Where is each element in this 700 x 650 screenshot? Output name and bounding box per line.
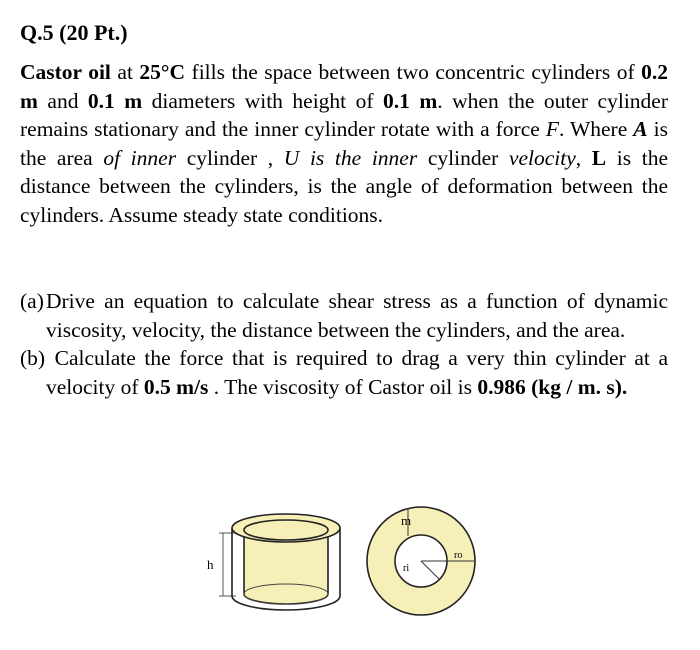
problem-statement: Castor oil at 25°C fills the space between two concentric cylinders of 0.2 m and 0.1 m diameters with height of 0.1 m. when the outer cylinder remains stationary and the inner cylinder rotate with a force F. Where A is the area of inner cylinder , U is the inner cylinder velocity, L is the distance between the cylinders, is the angle of deformation between the cylinders. Assume steady state conditions. — [20, 60, 669, 227]
cylinders-diagram — [196, 506, 486, 626]
part-b — [20, 344, 668, 401]
part-b-text: Calculate the force that is required to drag a very thin cylinder at a velocity of 0.5 m/s . The viscosity of Castor oil is 0.986 (kg / m. s). — [46, 346, 669, 399]
question-parts — [20, 287, 668, 401]
force-symbol: F — [545, 117, 559, 142]
drag-velocity: 0.5 m/s — [143, 374, 209, 399]
inner-radius-label: ri — [403, 563, 410, 574]
part-a-label: (a) — [20, 289, 44, 313]
velocity-symbol: U is the inner — [283, 145, 418, 170]
outer-diameter: 0.2 m — [20, 60, 668, 113]
cylinder-height: 0.1 m — [383, 88, 438, 113]
outer-radius-label: ro — [454, 550, 463, 561]
fluid-name: Castor oil — [20, 60, 111, 84]
height-label: h — [207, 557, 214, 572]
gap-label: m — [401, 513, 412, 528]
top-view — [367, 507, 475, 615]
side-view — [207, 514, 340, 610]
inner-diameter: 0.1 m — [87, 88, 143, 113]
question-heading: Q.5 (20 Pt.) — [20, 20, 128, 45]
part-b-label: (b) — [20, 346, 46, 371]
inner-rim — [244, 520, 328, 540]
part-a-text: Drive an equation to calculate shear stress as a function of dynamic viscosity, velocity, the distance between the cylinders, and the area. — [46, 289, 668, 342]
part-a — [20, 287, 668, 344]
temperature: 25°C — [139, 60, 186, 84]
distance-symbol: L — [591, 145, 607, 170]
area-symbol: A — [633, 117, 648, 142]
viscosity-value: 0.986 (kg / m. s). — [477, 374, 628, 399]
